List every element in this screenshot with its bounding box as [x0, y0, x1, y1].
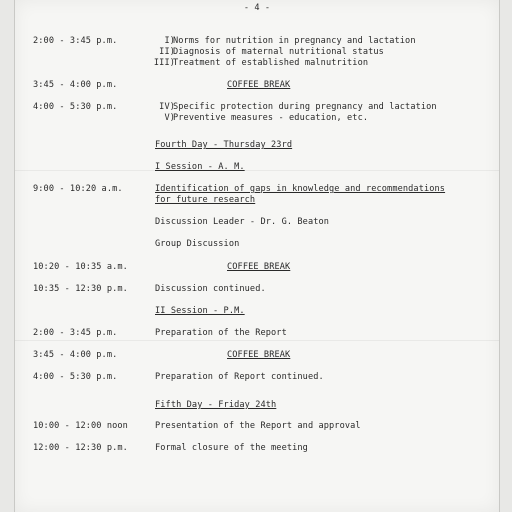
agenda-item: Group Discussion: [155, 239, 240, 249]
agenda-item: Specific protection during pregnancy and lactation: [173, 102, 437, 112]
agenda-item: for future research: [155, 195, 256, 205]
time-slot: 3:45 - 4:00 p.m.: [33, 350, 118, 360]
coffee-break-label: COFFEE BREAK: [227, 80, 291, 90]
page-number: - 4 -: [243, 3, 271, 13]
agenda-item: Norms for nutrition in pregnancy and lactation: [173, 36, 416, 46]
discussion-leader: Discussion Leader - Dr. G. Beaton: [155, 217, 330, 227]
time-slot: 10:20 - 10:35 a.m.: [33, 262, 128, 272]
agenda-item: Presentation of the Report and approval: [155, 421, 361, 431]
time-slot: 3:45 - 4:00 p.m.: [33, 80, 118, 90]
session-heading: I Session - A. M.: [155, 162, 245, 172]
paper-fold: [15, 340, 499, 341]
time-slot: 10:35 - 12:30 p.m.: [33, 284, 128, 294]
coffee-break-label: COFFEE BREAK: [227, 350, 291, 360]
agenda-item: Discussion continued.: [155, 284, 266, 294]
agenda-item: Treatment of established malnutrition: [173, 58, 369, 68]
day-heading: Fourth Day - Thursday 23rd: [155, 140, 293, 150]
time-slot: 2:00 - 3:45 p.m.: [33, 328, 118, 338]
agenda-item: Diagnosis of maternal nutritional status: [173, 47, 384, 57]
time-slot: 10:00 - 12:00 noon: [33, 421, 128, 431]
agenda-item: Identification of gaps in knowledge and recommendations: [155, 184, 446, 194]
day-heading: Fifth Day - Friday 24th: [155, 400, 277, 410]
time-slot: 9:00 - 10:20 a.m.: [33, 184, 123, 194]
item-number: IV): [159, 102, 175, 112]
agenda-item: Preparation of Report continued.: [155, 372, 324, 382]
time-slot: 4:00 - 5:30 p.m.: [33, 372, 118, 382]
agenda-item: Preparation of the Report: [155, 328, 287, 338]
item-number: II): [159, 47, 175, 57]
agenda-item: Preventive measures - education, etc.: [173, 113, 369, 123]
agenda-item: Formal closure of the meeting: [155, 443, 308, 453]
item-number: I): [164, 36, 175, 46]
item-number: V): [164, 113, 175, 123]
time-slot: 2:00 - 3:45 p.m.: [33, 36, 118, 46]
document-page: [14, 0, 500, 512]
time-slot: 4:00 - 5:30 p.m.: [33, 102, 118, 112]
time-slot: 12:00 - 12:30 p.m.: [33, 443, 128, 453]
coffee-break-label: COFFEE BREAK: [227, 262, 291, 272]
item-number: III): [153, 58, 175, 68]
session-heading: II Session - P.M.: [155, 306, 245, 316]
paper-fold: [15, 170, 499, 171]
